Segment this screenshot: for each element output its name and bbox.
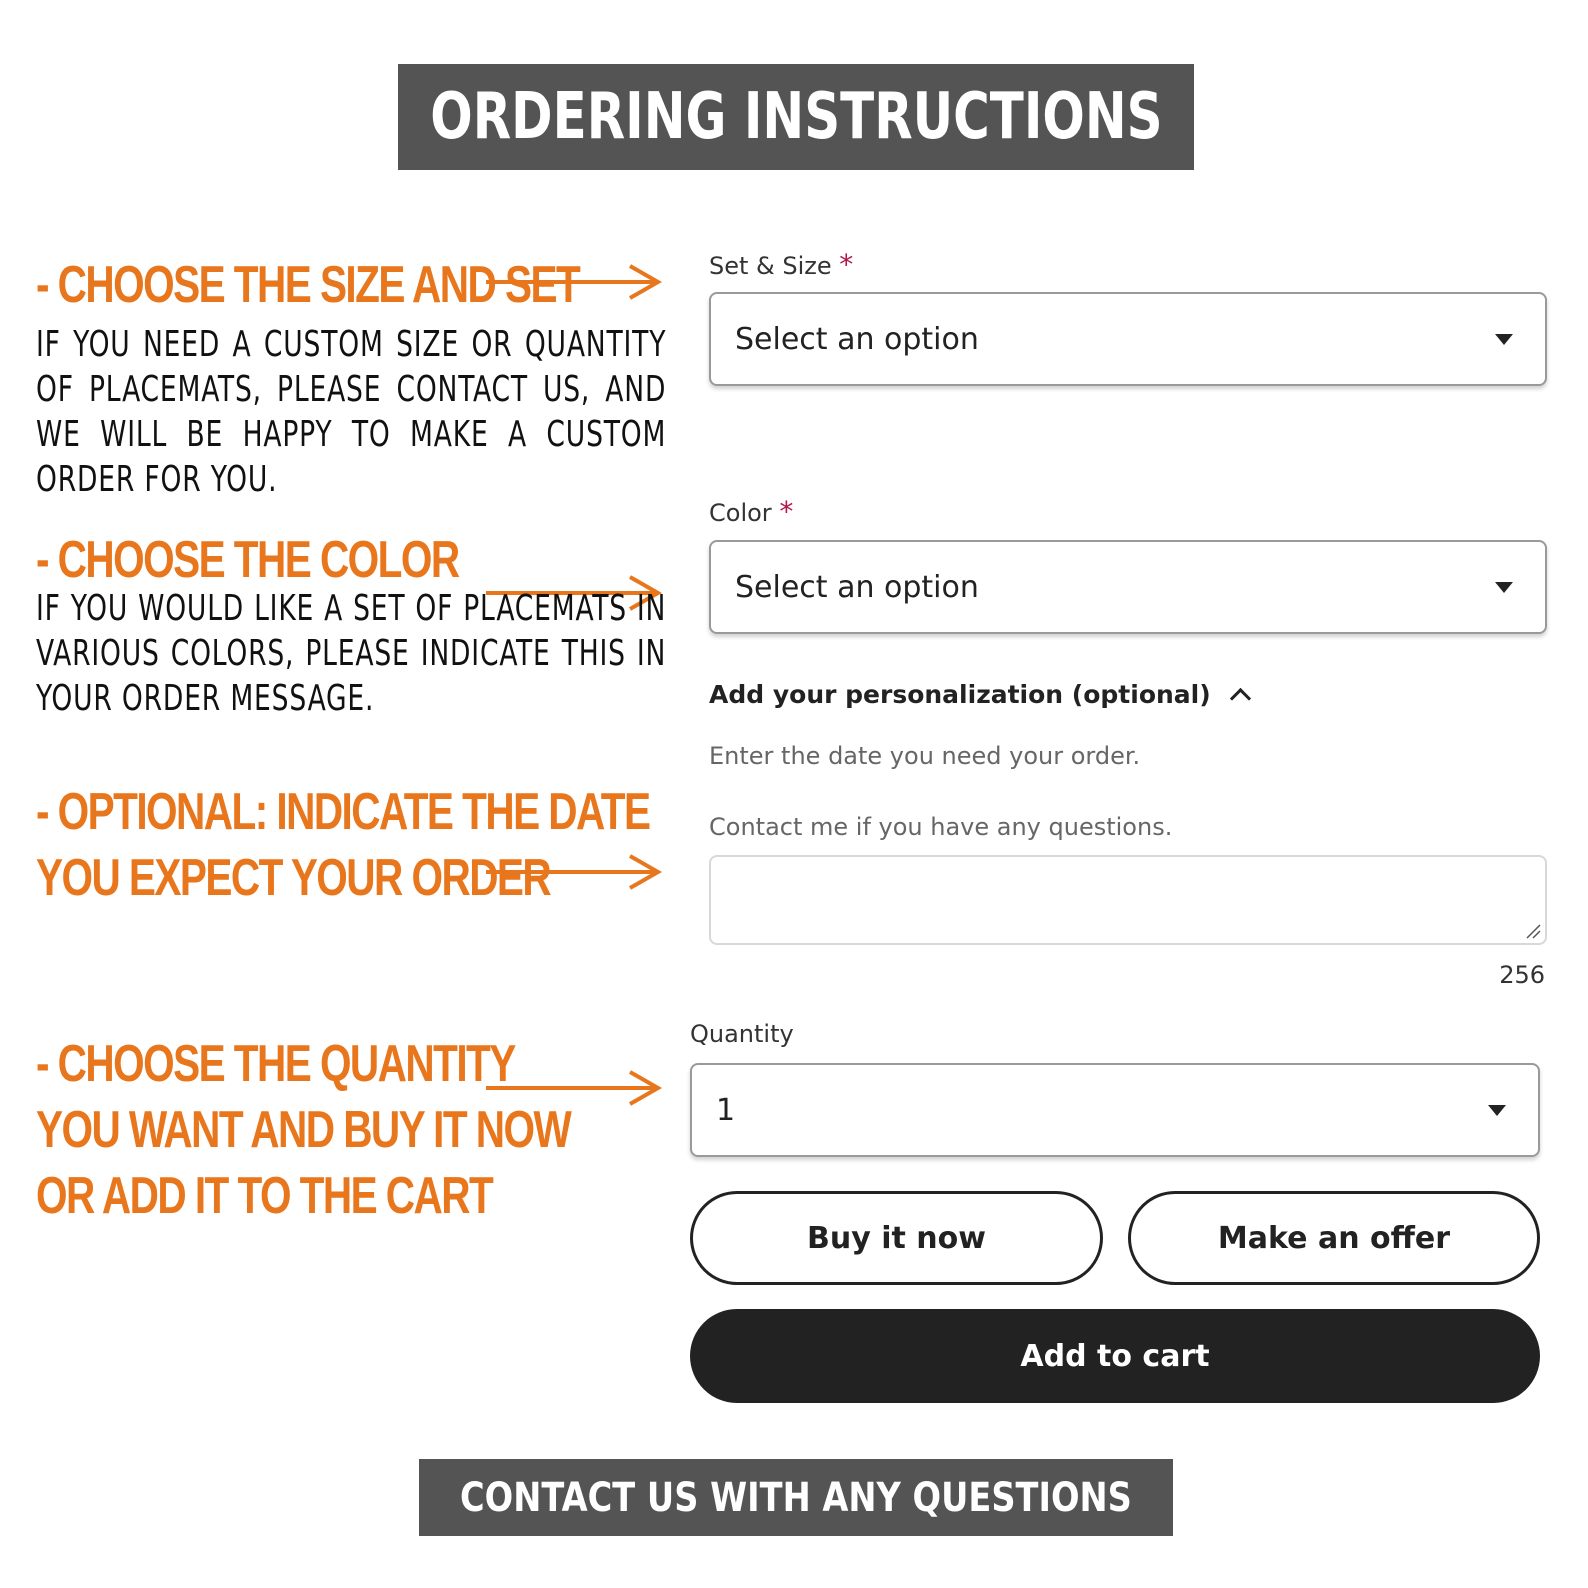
personalization-instruction-1: Enter the date you need your order.	[709, 742, 1141, 770]
dropdown-caret-icon	[1495, 582, 1513, 593]
arrow-right-icon	[486, 1068, 662, 1108]
dropdown-caret-icon	[1488, 1105, 1506, 1116]
required-mark: *	[779, 495, 794, 528]
set-size-label	[709, 248, 853, 281]
color-value: Select an option	[735, 569, 979, 605]
dropdown-caret-icon	[1495, 334, 1513, 345]
personalization-instruction-2: Contact me if you have any questions.	[709, 813, 1173, 841]
required-mark: *	[839, 248, 854, 281]
quantity-select[interactable]	[690, 1063, 1540, 1157]
color-label-text: Color	[709, 499, 772, 527]
step-size-heading: - CHOOSE THE SIZE AND SET	[36, 256, 580, 314]
quantity-label: Quantity	[690, 1020, 794, 1048]
step-date-heading-2: YOU EXPECT YOUR ORDER	[36, 849, 551, 907]
color-label	[709, 495, 793, 528]
color-select[interactable]	[709, 540, 1547, 634]
resize-grip-icon[interactable]	[1523, 921, 1541, 939]
footer-text: CONTACT US WITH ANY QUESTIONS	[460, 1474, 1132, 1521]
set-size-label-text: Set & Size	[709, 252, 832, 280]
personalization-heading: Add your personalization (optional)	[709, 680, 1211, 709]
buy-now-button[interactable]: Buy it now	[690, 1191, 1103, 1285]
step-quantity-heading-1: - CHOOSE THE QUANTITY	[36, 1035, 515, 1093]
arrow-right-icon	[486, 262, 662, 302]
step-color-heading: - CHOOSE THE COLOR	[36, 531, 459, 589]
make-offer-button[interactable]: Make an offer	[1128, 1191, 1540, 1285]
page-title: ORDERING INSTRUCTIONS	[429, 80, 1163, 154]
step-date-heading-1: - OPTIONAL: INDICATE THE DATE	[36, 783, 650, 841]
set-size-value: Select an option	[735, 321, 979, 357]
title-banner	[398, 64, 1194, 170]
step-quantity-heading-2: YOU WANT AND BUY IT NOW	[36, 1101, 571, 1159]
personalization-textarea[interactable]	[709, 855, 1547, 945]
footer-banner	[419, 1459, 1173, 1536]
personalization-toggle[interactable]	[709, 680, 1248, 709]
add-to-cart-button[interactable]: Add to cart	[690, 1309, 1540, 1403]
arrow-right-icon	[486, 852, 662, 892]
chevron-up-icon	[1230, 688, 1251, 709]
step-size-body: IF YOU NEED A CUSTOM SIZE OR QUANTITY OF PLACEMATS, PLEASE CONTACT US, AND WE WILL BE HAPPY TO MAKE A CUSTOM ORDER FOR YOU.	[36, 324, 667, 500]
step-quantity-heading-3: OR ADD IT TO THE CART	[36, 1167, 493, 1225]
char-counter: 256	[1499, 961, 1545, 989]
quantity-value: 1	[716, 1092, 736, 1128]
step-color-body: IF YOU WOULD LIKE A SET OF PLACEMATS IN VARIOUS COLORS, PLEASE INDICATE THIS IN YOUR ORDER MESSAGE.	[36, 588, 667, 719]
set-size-select[interactable]	[709, 292, 1547, 386]
